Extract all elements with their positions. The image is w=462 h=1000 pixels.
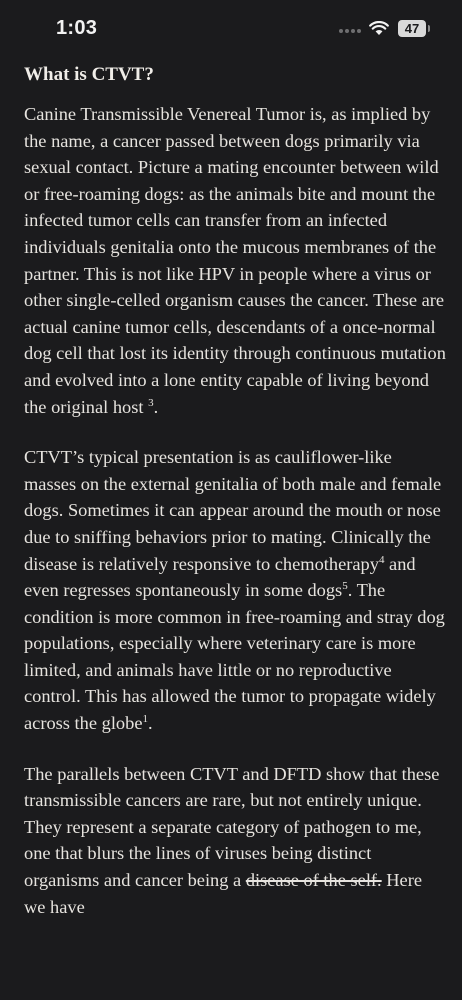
paragraph-2-end: . xyxy=(147,713,153,734)
cellular-signal-icon xyxy=(339,29,361,33)
paragraph-2-text-c: . The condition is more common in free-roaming and stray dog populations, especially where veterinary care is more limited, and animals have little or no reproductive control. This has allowed the tumor to propagate widely across the globe xyxy=(24,580,445,734)
paragraph-1 xyxy=(24,101,448,420)
status-time: 1:03 xyxy=(56,17,98,39)
footnote-ref-3[interactable]: 3 xyxy=(148,396,154,409)
footnote-ref-1[interactable]: 1 xyxy=(142,713,148,726)
paragraph-1-text: Canine Transmissible Venereal Tumor is, as implied by the name, a cancer passed between dogs primarily via sexual contact. Picture a mating encounter between wild or free-roaming dogs: as the animals bite and mount the infected tumor cells can transfer from an infected individuals genitalia onto the mucous membranes of the partner. This is not like HPV in people where a virus or other single-celled organism causes the cancer. These are actual canine tumor cells, descendants of a once-normal dog cell that lost its identity through continuous mutation and evolved into a lone entity capable of living beyond the original host xyxy=(24,104,446,417)
battery-icon: 47 xyxy=(398,20,426,37)
footnote-ref-4[interactable]: 4 xyxy=(378,553,385,566)
paragraph-2-text-b: and even regresses spontaneously in some dogs xyxy=(24,553,416,601)
status-bar xyxy=(0,0,462,60)
wifi-icon xyxy=(369,21,389,41)
paragraph-1-end: . xyxy=(153,396,159,417)
paragraph-3-text-b: Here we have xyxy=(24,870,422,917)
struck-text: disease of the self. xyxy=(245,870,382,891)
footnote-ref-5[interactable]: 5 xyxy=(342,580,348,593)
article-body xyxy=(24,62,448,944)
paragraph-3 xyxy=(24,761,448,921)
paragraph-3-text-a: The parallels between CTVT and DFTD show that these transmissible cancers are rare, but not entirely unique. They represent a separate category of pathogen to me, one that blurs the lines of viruses being distinct organisms and cancer being a xyxy=(24,763,440,891)
paragraph-2 xyxy=(24,444,448,737)
section-heading: What is CTVT? xyxy=(24,64,154,85)
battery-cap xyxy=(428,25,430,32)
paragraph-2-text-a: CTVT’s typical presentation is as cauliflower-like masses on the external genitalia of both male and female dogs. Sometimes it can appear around the mouth or nose due to sniffing behaviors prior to mating. Clinically the disease is relatively responsive to chemotherapy xyxy=(24,447,442,574)
